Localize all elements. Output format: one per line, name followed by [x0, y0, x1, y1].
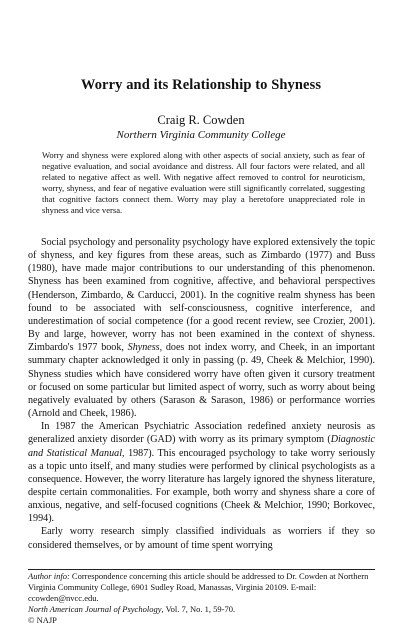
body-paragraph-2: [28, 420, 375, 525]
author-info-note: [28, 571, 375, 604]
article-body: [28, 236, 375, 552]
footnote-divider: [28, 569, 375, 570]
abstract: Worry and shyness were explored along with other aspects of social anxiety, such as fear of negative evaluation, and social avoidance and distress. All four factors were related, and all related to negative affect as well. With negative affect removed to control for neuroticism, worry, shyness, and fear of negative evaluation were still significantly correlated, suggesting that cognitive factors connect them. Worry may play a heretofore unappreciated role in shyness and vice versa.: [42, 150, 365, 216]
author-info-label: Author info:: [28, 571, 70, 581]
body-paragraph-3: Early worry research simply classified individuals as worriers if they so considered themselves, or by amount of time spent worrying: [28, 526, 375, 551]
footnote: [28, 571, 375, 626]
body-paragraph-1: [28, 236, 375, 420]
article-title: Worry and its Relationship to Shyness: [80, 77, 322, 93]
paragraph-2-text-b: 1987). This encouraged psychology to take worry seriously as a topic unto itself, and many studies were performed by clinical psychologists as a consequence. However, the worry literature has largely ignored the shyness literature, despite certain commonalities. For example, both worry and shyness share a core of anxious, negative, and self-focused cognitions (Cheek & Melchior, 1990; Borkovec, 1994).: [28, 447, 375, 525]
author-name: Craig R. Cowden: [157, 113, 245, 127]
paragraph-2-text-a: In 1987 the American Psychiatric Association redefined anxiety neurosis as generalized anxiety disorder (GAD) with worry as its primary symptom (: [28, 421, 375, 446]
paragraph-1-text-a: Social psychology and personality psychology have explored extensively the topic of shyness, and key figures from these areas, such as Zimbardo (1977) and Buss (1980), have made major contributions to our understanding of this phenomenon. Shyness has been examined from cognitive, affective, and behavioral perspectives (Henderson, Zimbardo, & Carducci, 2001). In the cognitive realm shyness has been found to be associated with self-consciousness, cognitive interference, and underestimation of social competence (for a good recent review, see Crozier, 2001). By and large, however, worry has not been examined in the context of shyness. Zimbardo's 1977 book,: [28, 237, 375, 354]
manual-title: Diagnostic and Statistical Manual,: [28, 434, 375, 459]
paragraph-1-text-b: does not index worry, and Cheek, in an important summary chapter acknowledged it only in passing (p. 49, Cheek & Melchior, 1990). Shyness studies which have considered worry have often given it cursory treatment or focused on some particular but limited aspect of worry, such as worry about being negatively evaluated by others (Sarason & Sarason, 1986) or performance worries (Arnold and Cheek, 1986).: [28, 342, 375, 420]
copyright-notice: © NAJP: [28, 615, 57, 625]
book-title-shyness: Shyness,: [127, 342, 163, 354]
journal-volume: , Vol. 7, No. 1, 59-70.: [161, 604, 236, 614]
journal-citation: [28, 604, 375, 615]
author-affiliation: Northern Virginia Community College: [116, 129, 286, 141]
journal-name: North American Journal of Psychology: [28, 604, 162, 614]
author-info-text: Correspondence concerning this article should be addressed to Dr. Cowden at Northern Virginia Community College, 6901 Sudley Road, Manassas, Virginia 20109. E-mail: ccowden@nvcc.edu.: [28, 571, 369, 603]
